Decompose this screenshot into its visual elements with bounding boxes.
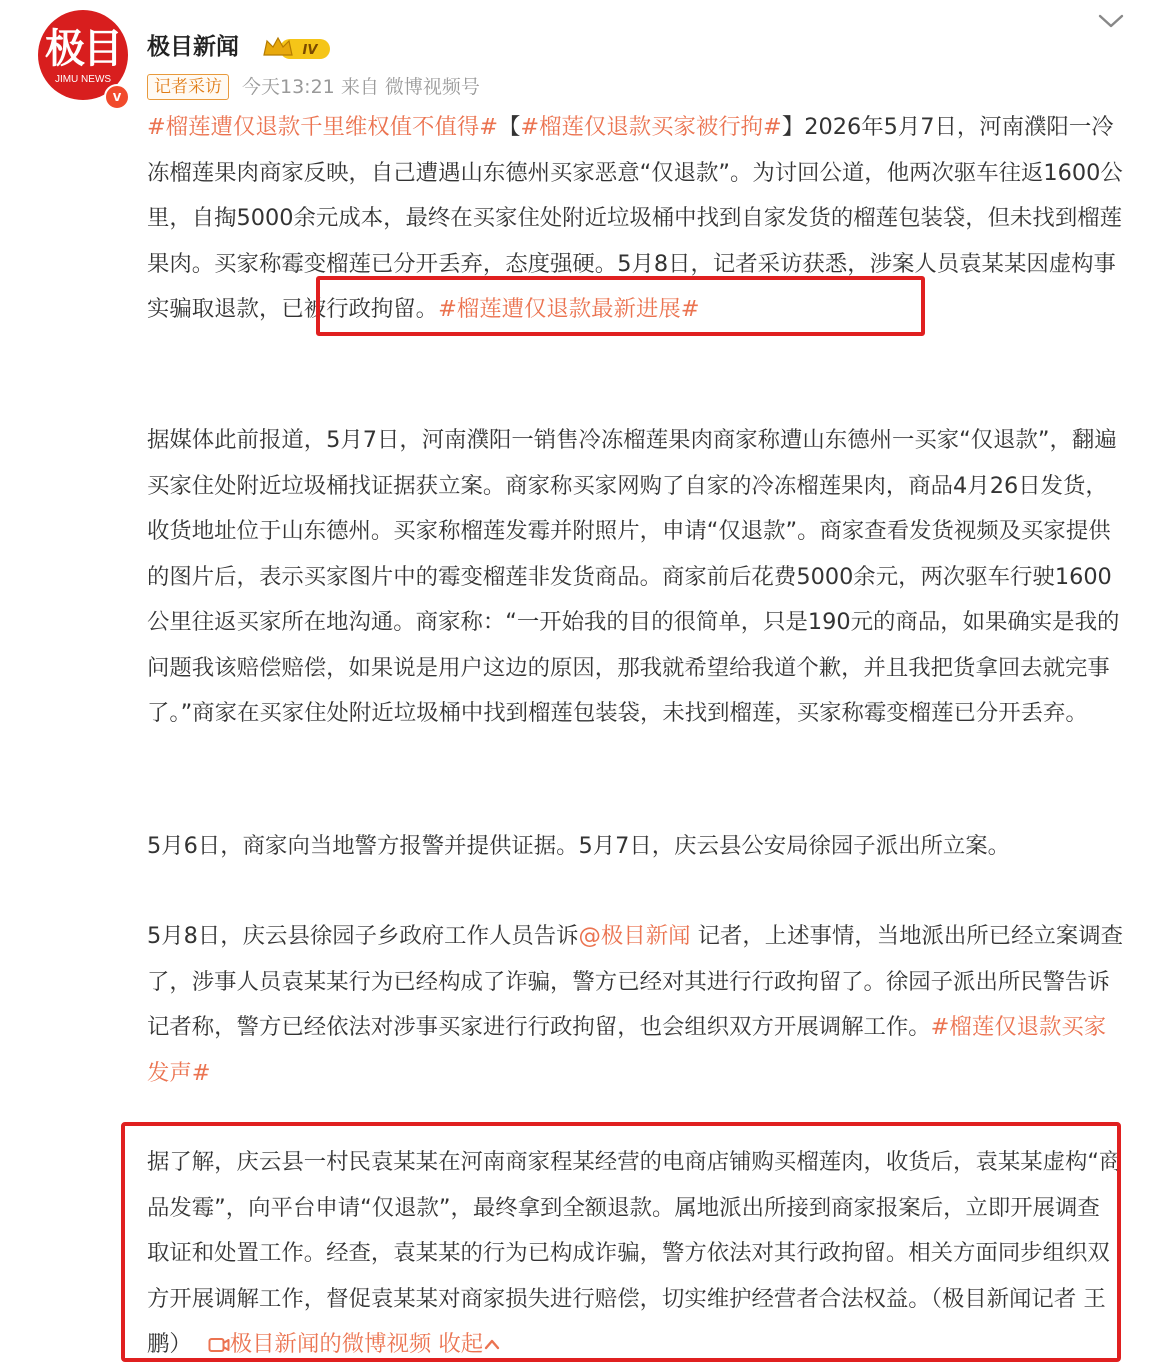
paragraph-text: 5月8日，庆云县徐园子乡政府工作人员告诉 (147, 923, 579, 949)
highlighted-text: 涉案人员袁某某因虚构事实骗取退款，已被行政拘留。 (147, 250, 1116, 322)
topic-tag[interactable]: #榴莲仅退款买家发声# (147, 1014, 1107, 1086)
video-link-label: 极目新闻的微博视频 (229, 1331, 432, 1357)
post-paragraph-4 (147, 914, 1125, 1096)
source-badge: 记者采访 (147, 74, 229, 100)
bracket-open: 【 (498, 114, 521, 140)
avatar-subtitle: JIMU NEWS (54, 74, 112, 85)
chevron-down-icon[interactable] (1096, 10, 1126, 32)
post-source: 来自 微博视频号 (340, 76, 480, 98)
paragraph-text: 】2026年5月7日，河南濮阳一冷冻榴莲果肉商家反映，自己遭遇山东德州买家恶意“仅退款”。为讨回公道，他两次驱车往返1600公里，自掏5000余元成本，最终在买家住处附近垃圾桶中找到自家发货的榴莲包装袋，但未找到榴莲果肉。买家称霉变榴莲已分开丢弃，态度强硬。5月8日，记者采访获悉， (147, 114, 1123, 277)
crown-icon[interactable] (262, 35, 332, 61)
avatar-logo: 极目 (45, 25, 121, 72)
topic-tag[interactable]: #榴莲遭仅退款千里维权值不值得# (147, 114, 498, 140)
highlight-annotation-box (316, 276, 925, 336)
paragraph-annotation-box (121, 1122, 1121, 1362)
post-paragraph-2: 据媒体此前报道，5月7日，河南濮阳一销售冷冻榴莲果肉商家称遭山东德州一买家“仅退款”，翻遍买家住处附近垃圾桶找证据获立案。商家称买家网购了自家的冷冻榴莲果肉，商品4月26日发货，收货地址位于山东德州。买家称榴莲发霉并附照片，申请“仅退款”。商家查看发货视频及买家提供的图片后，表示买家图片中的霉变榴莲非发货商品。商家前后花费5000余元，两次驱车行驶1600公里往返买家所在地沟通。商家称：“一开始我的目的很简单，只是190元的商品，如果确实是我的问题我该赔偿赔偿，如果说是用户这边的原因，那我就希望给我道个歉，并且我把货拿回去就完事了。”商家在买家住处附近垃圾桶中找到榴莲包装袋，未找到榴莲，买家称霉变榴莲已分开丢弃。 (147, 427, 1120, 726)
collapse-label: 收起 (438, 1331, 484, 1357)
post-time[interactable]: 今天13:21 (242, 76, 335, 98)
paragraph-text: 据了解，庆云县一村民袁某某在河南商家程某经营的电商店铺购买榴莲肉，收货后，袁某某虚构“商品发霉”，向平台申请“仅退款”，最终拿到全额退款。属地派出所接到商家报案后，立即开展调查取证和处置工作。经查，袁某某的行为已构成诈骗，警方依法对其行政拘留。相关方面同步组织双方开展调解工作，督促袁某某对商家损失进行赔偿，切实维护经营者合法权益。（极目新闻记者 王鹏） (147, 1149, 1122, 1357)
mention-link[interactable]: @极目新闻 (578, 923, 691, 949)
topic-tag[interactable]: #榴莲遭仅退款最新进展# (438, 296, 700, 322)
level-badge-text: IV (302, 43, 318, 58)
paragraph-text: 记者，上述事情，当地派出所已经立案调查了，涉事人员袁某某行为已经构成了诈骗，警方已经对其进行行政拘留了。徐园子派出所民警告诉记者称，警方已经依法对涉事买家进行行政拘留，也会组织双方开展调解工作。 (147, 923, 1124, 1040)
topic-tag[interactable]: #榴莲仅退款买家被行拘# (520, 114, 782, 140)
post-paragraph-3: 5月6日，商家向当地警方报警并提供证据。5月7日，庆云县公安局徐园子派出所立案。 (147, 833, 1011, 859)
post-meta (242, 73, 480, 101)
account-name[interactable]: 极目新闻 (147, 34, 239, 60)
verified-icon: v (104, 84, 130, 110)
